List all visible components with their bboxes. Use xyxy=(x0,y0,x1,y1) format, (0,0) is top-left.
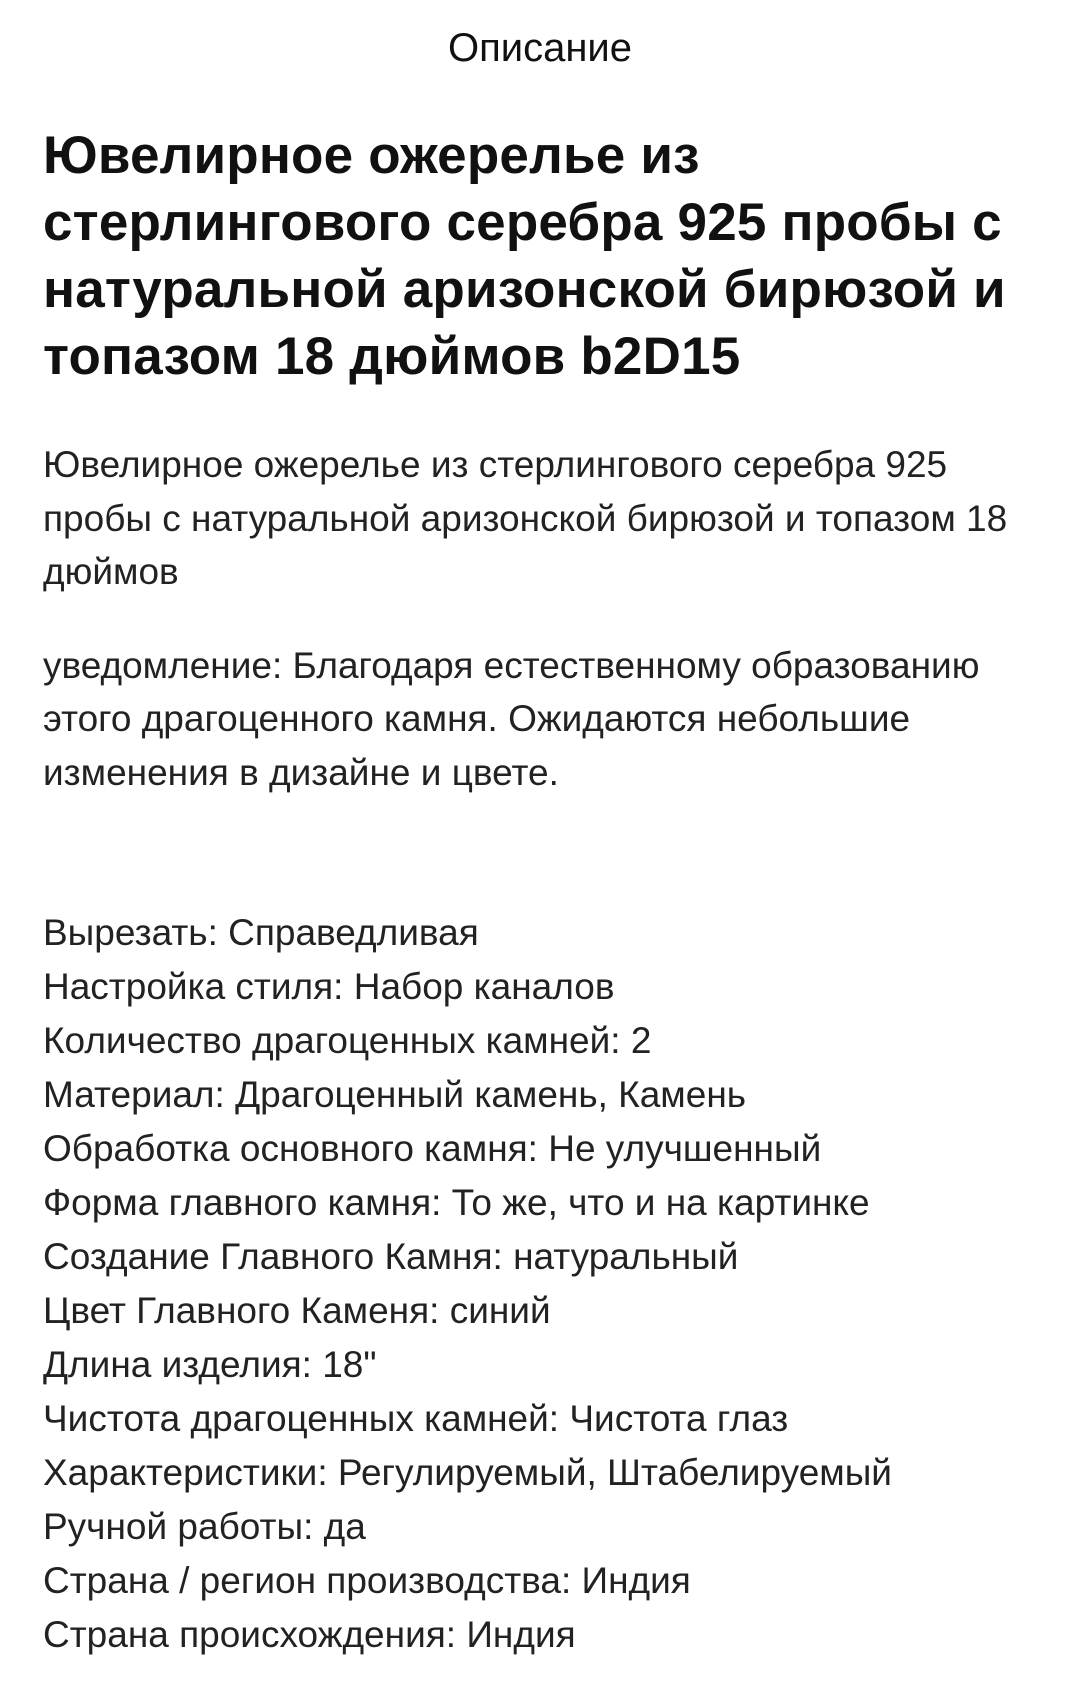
spec-item-manufacture-region: Страна / регион производства: Индия xyxy=(43,1560,691,1601)
spec-item-setting-style: Настройка стиля: Набор каналов xyxy=(43,966,615,1007)
product-notice: уведомление: Благодаря естественному образованию этого драгоценного камня. Ожидаются небольшие изменения в дизайне и цвете. xyxy=(43,644,980,793)
spec-item-clarity: Чистота драгоценных камней: Чистота глаз xyxy=(43,1398,789,1439)
spec-item-stone-treatment: Обработка основного камня: Не улучшенный xyxy=(43,1128,822,1169)
spec-item-stone-color: Цвет Главного Каменя: синий xyxy=(43,1290,551,1331)
specs-list xyxy=(43,906,1043,1662)
spec-item-gemstone-count: Количество драгоценных камней: 2 xyxy=(43,1020,652,1061)
sheet-title: Описание xyxy=(447,26,633,70)
spec-item-stone-shape: Форма главного камня: То же, что и на картинке xyxy=(43,1182,870,1223)
spec-item-stone-creation: Создание Главного Камня: натуральный xyxy=(43,1236,739,1277)
description-content[interactable] xyxy=(43,122,1043,1662)
spec-item-cut: Вырезать: Справедливая xyxy=(43,912,479,953)
spec-item-length: Длина изделия: 18" xyxy=(43,1344,377,1385)
spec-item-material: Материал: Драгоценный камень, Камень xyxy=(43,1074,747,1115)
spec-item-features: Характеристики: Регулируемый, Штабелируемый xyxy=(43,1452,892,1493)
spec-item-origin-country: Страна происхождения: Индия xyxy=(43,1614,576,1655)
product-title: Ювелирное ожерелье из стерлингового серебра 925 пробы с натуральной аризонской бирюзой и топазом 18 дюймов b2D15 xyxy=(43,126,1006,386)
spec-item-handmade: Ручной работы: да xyxy=(43,1506,366,1547)
product-subtitle: Ювелирное ожерелье из стерлингового серебра 925 пробы с натуральной аризонской бирюзой и топазом 18 дюймов xyxy=(43,444,1008,592)
